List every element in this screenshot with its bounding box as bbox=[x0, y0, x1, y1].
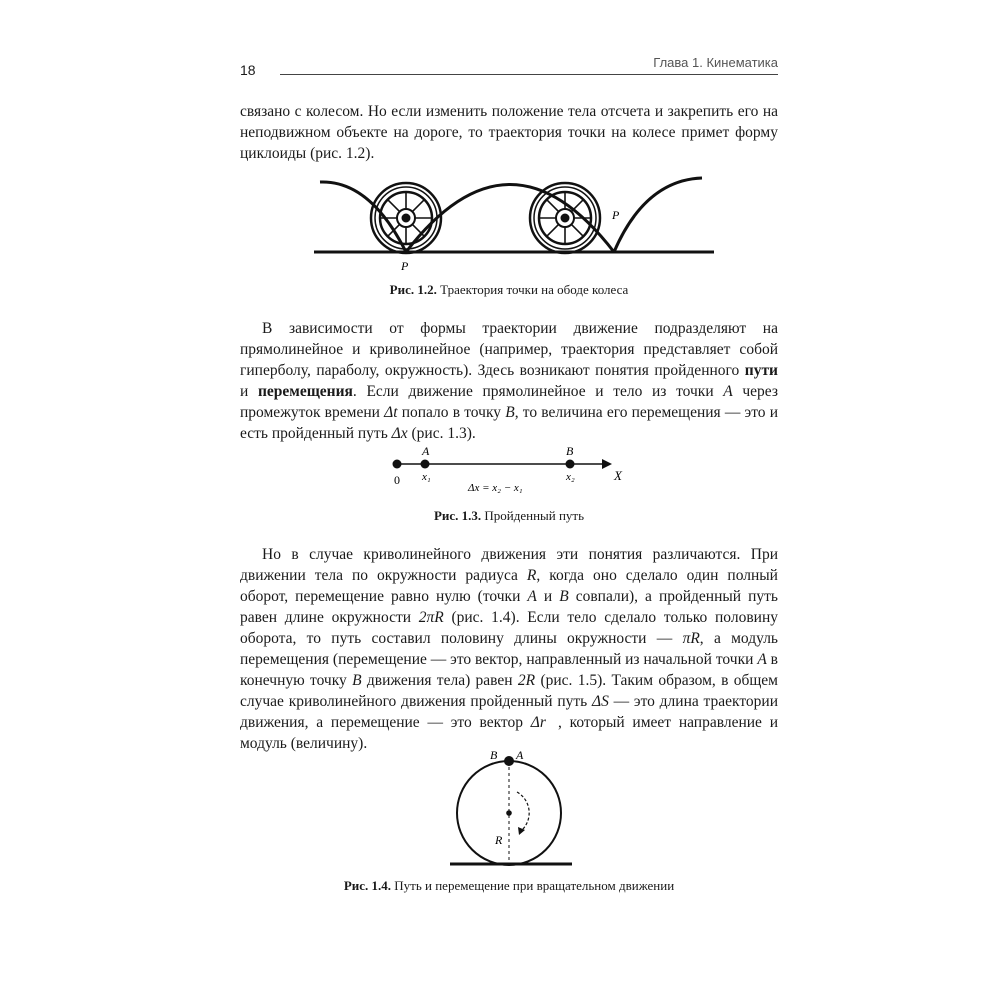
term-displacement: перемещения bbox=[257, 383, 353, 400]
header-rule bbox=[280, 74, 778, 75]
caption-text: Траектория точки на ободе колеса bbox=[440, 282, 629, 297]
math-b: B bbox=[559, 588, 569, 605]
p2-text: через промежуток времени bbox=[240, 383, 779, 421]
figure-1-4 bbox=[440, 742, 580, 870]
center-point bbox=[506, 810, 512, 816]
p3-text: и bbox=[536, 588, 560, 605]
p3-text: , а модуль перемещения (перемещение — это вектор, направленный из начальной точки bbox=[240, 630, 778, 668]
wheel-left bbox=[371, 183, 441, 253]
p1-text: связано с колесом. Но если изменить положение тела отсчета и закрепить его на неподвижном объекте на дороге, то траектория точки на колесе примет форму циклоиды (рис. 1.2). bbox=[240, 103, 778, 162]
axis-arrowhead bbox=[602, 459, 612, 469]
math-2r: 2R bbox=[517, 672, 536, 689]
point-a-b bbox=[504, 756, 514, 766]
p2-text: В зависимости от формы траектории движение подразделяют на прямолинейное и криволинейное (например, траектория представляет собой гиперболу, параболу, окружность). Здесь возникают понятия пройденного bbox=[240, 320, 778, 379]
delta-x-formula: Δx = x₂ − x₁ bbox=[468, 482, 523, 494]
p3-text: , который имеет направление и модуль (величину). bbox=[240, 714, 778, 752]
p3-text: — это длина траектории движения, а перемещение — это вектор bbox=[240, 693, 778, 731]
label-a: A bbox=[516, 748, 524, 762]
caption-number: Рис. 1.3. bbox=[433, 508, 482, 523]
p2-text: , то величина его перемещения — это и есть пройденный путь bbox=[240, 404, 778, 442]
p3-text: совпали), а пройденный путь равен длине окружности bbox=[240, 588, 779, 626]
label-zero: 0 bbox=[394, 473, 400, 487]
math-b: B bbox=[352, 672, 362, 689]
p2-text: и bbox=[240, 383, 258, 400]
caption-text: Пройденный путь bbox=[484, 508, 585, 523]
math-delta-s: ΔS bbox=[592, 693, 609, 710]
label-x2: x₂ bbox=[566, 471, 575, 483]
p2-text: попало в точку bbox=[397, 404, 506, 421]
running-head: Глава 1. Кинематика bbox=[653, 55, 778, 70]
rotation-arc bbox=[517, 792, 529, 830]
label-r: R bbox=[495, 833, 503, 847]
label-a: A bbox=[422, 444, 430, 458]
figure-1-2-caption bbox=[240, 282, 778, 298]
figure-1-4-caption bbox=[240, 878, 778, 894]
label-x1: x₁ bbox=[422, 471, 431, 483]
figure-1-3-caption bbox=[240, 508, 778, 524]
paragraph-3 bbox=[240, 544, 778, 754]
figure-1-3 bbox=[380, 442, 640, 498]
wheel-right bbox=[530, 183, 600, 253]
paragraph-2 bbox=[240, 318, 778, 444]
fig12-label-p-right: P bbox=[612, 208, 620, 222]
figure-1-2 bbox=[300, 172, 720, 278]
caption-number: Рис. 1.4. bbox=[343, 878, 392, 893]
math-r: R bbox=[526, 567, 537, 584]
point-b bbox=[566, 460, 575, 469]
math-delta-t: Δt bbox=[384, 404, 398, 421]
paragraph-1 bbox=[240, 101, 778, 164]
math-2-pi-r: 2πR bbox=[418, 609, 444, 626]
math-a: A bbox=[757, 651, 767, 668]
term-path: пути bbox=[744, 362, 778, 379]
label-b: B bbox=[566, 444, 574, 458]
math-delta-r-vector: Δr⃗ bbox=[530, 714, 558, 731]
p3-text: , когда оно сделало один полный оборот, перемещение равно нулю (точки bbox=[240, 567, 778, 605]
label-x-axis: X bbox=[614, 468, 622, 483]
math-a: A bbox=[527, 588, 537, 605]
caption-text: Путь и перемещение при вращательном движении bbox=[394, 878, 675, 893]
math-a: A bbox=[723, 383, 733, 400]
math-pi-r: πR bbox=[682, 630, 700, 647]
caption-number: Рис. 1.2. bbox=[389, 282, 437, 297]
p3-text: (рис. 1.4). Если тело сделало только половину оборота, то путь составил половину длины окружности — bbox=[240, 609, 778, 647]
page-number: 18 bbox=[240, 62, 256, 78]
p2-text: . Если движение прямолинейное и тело из точки bbox=[352, 383, 724, 400]
p3-text: Но в случае криволинейного движения эти понятия различаются. При движении тела по окружности радиуса bbox=[240, 546, 778, 584]
p3-text: (рис. 1.5). Таким образом, в общем случае криволинейного движения пройденный путь bbox=[240, 672, 778, 710]
math-delta-x: Δx bbox=[391, 425, 408, 442]
p3-text: в конечную точку bbox=[240, 651, 778, 689]
fig12-label-p-bottom: P bbox=[401, 259, 409, 273]
origin-point bbox=[393, 460, 402, 469]
cycloid-curve bbox=[320, 178, 702, 252]
point-a bbox=[421, 460, 430, 469]
math-b: B bbox=[505, 404, 515, 421]
label-b: B bbox=[490, 748, 498, 762]
p3-text: движения тела) равен bbox=[361, 672, 518, 689]
p2-text: (рис. 1.3). bbox=[407, 425, 476, 442]
